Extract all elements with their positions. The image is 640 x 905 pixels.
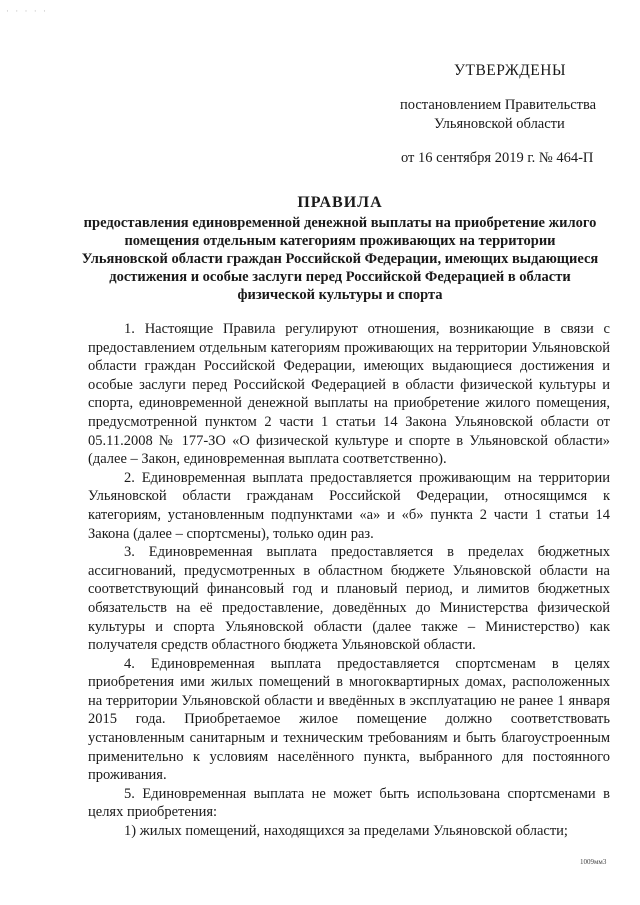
title-block <box>80 193 600 304</box>
paragraph-5-item-1: 1) жилых помещений, находящихся за пределами Ульяновской области; <box>124 823 568 840</box>
scan-artifact: · · · · · <box>6 6 48 16</box>
approval-line-1: постановлением Правительства <box>400 97 597 113</box>
paragraph-3: 3. Единовременная выплата предоставляется в пределах бюджетных ассигнований, предусмотренных в областном бюджете Ульяновской области на соответствующий финансовый год и плановый период, и лимитов бюджетных обязательств на её предоставление, доведённых до Министерства физической культуры и спорта Ульяновской области (далее также – Министерство) как получателя средств областного бюджета Ульяновской области. <box>88 544 610 654</box>
document-subtitle: предоставления единовременной денежной выплаты на приобретение жилого помещения отдельным категориям проживающих на территории Ульяновской области граждан Российской Федерации, имеющих выдающиеся достижения и особые заслуги перед Российской Федерацией в области физической культуры и спорта <box>81 215 599 303</box>
paragraph-5: 5. Единовременная выплата не может быть использована спортсменами в целях приобретения: <box>88 785 610 821</box>
document-body <box>88 320 610 841</box>
document-title: ПРАВИЛА <box>297 194 383 211</box>
paragraph-1: 1. Настоящие Правила регулируют отношения, возникающие в связи с предоставлением отдельным категориям проживающих на территории Ульяновской области граждан Российской Федерации, имеющих выдающиеся достижения и особые заслуги перед Российской Федерацией в области физической культуры и спорта, единовременной денежной выплаты на приобретение жилого помещения, предусмотренной пунктом 2 части 1 статьи 14 Закона Ульяновской области от 05.11.2008 № 177-ЗО «О физической культуре и спорте в Ульяновской области» (далее – Закон, единовременная выплата соответственно). <box>88 321 610 468</box>
approved-label: УТВЕРЖДЕНЫ <box>454 62 566 79</box>
paragraph-4: 4. Единовременная выплата предоставляется спортсменам в целях приобретения ими жилых помещений в многоквартирных домах, расположенных на территории Ульяновской области и введённых в эксплуатацию не ранее 1 января 2015 года. Приобретаемое жилое помещение должно соответствовать установленным санитарным и техническим требованиям и быть благоустроенным применительно к условиям населённого пункта, выбранного для постоянного проживания. <box>88 655 610 784</box>
approval-line-3: от 16 сентября 2019 г. № 464-П <box>401 150 594 166</box>
approval-line-2: Ульяновской области <box>434 116 565 132</box>
paragraph-2: 2. Единовременная выплата предоставляется проживающим на территории Ульяновской области гражданам Российской Федерации, относящимся к категориям, установленным подпунктами «а» и «б» пункта 2 части 1 статьи 14 Закона (далее – спортсмены), только один раз. <box>88 469 610 542</box>
footer-code: 1009мм3 <box>580 858 607 866</box>
